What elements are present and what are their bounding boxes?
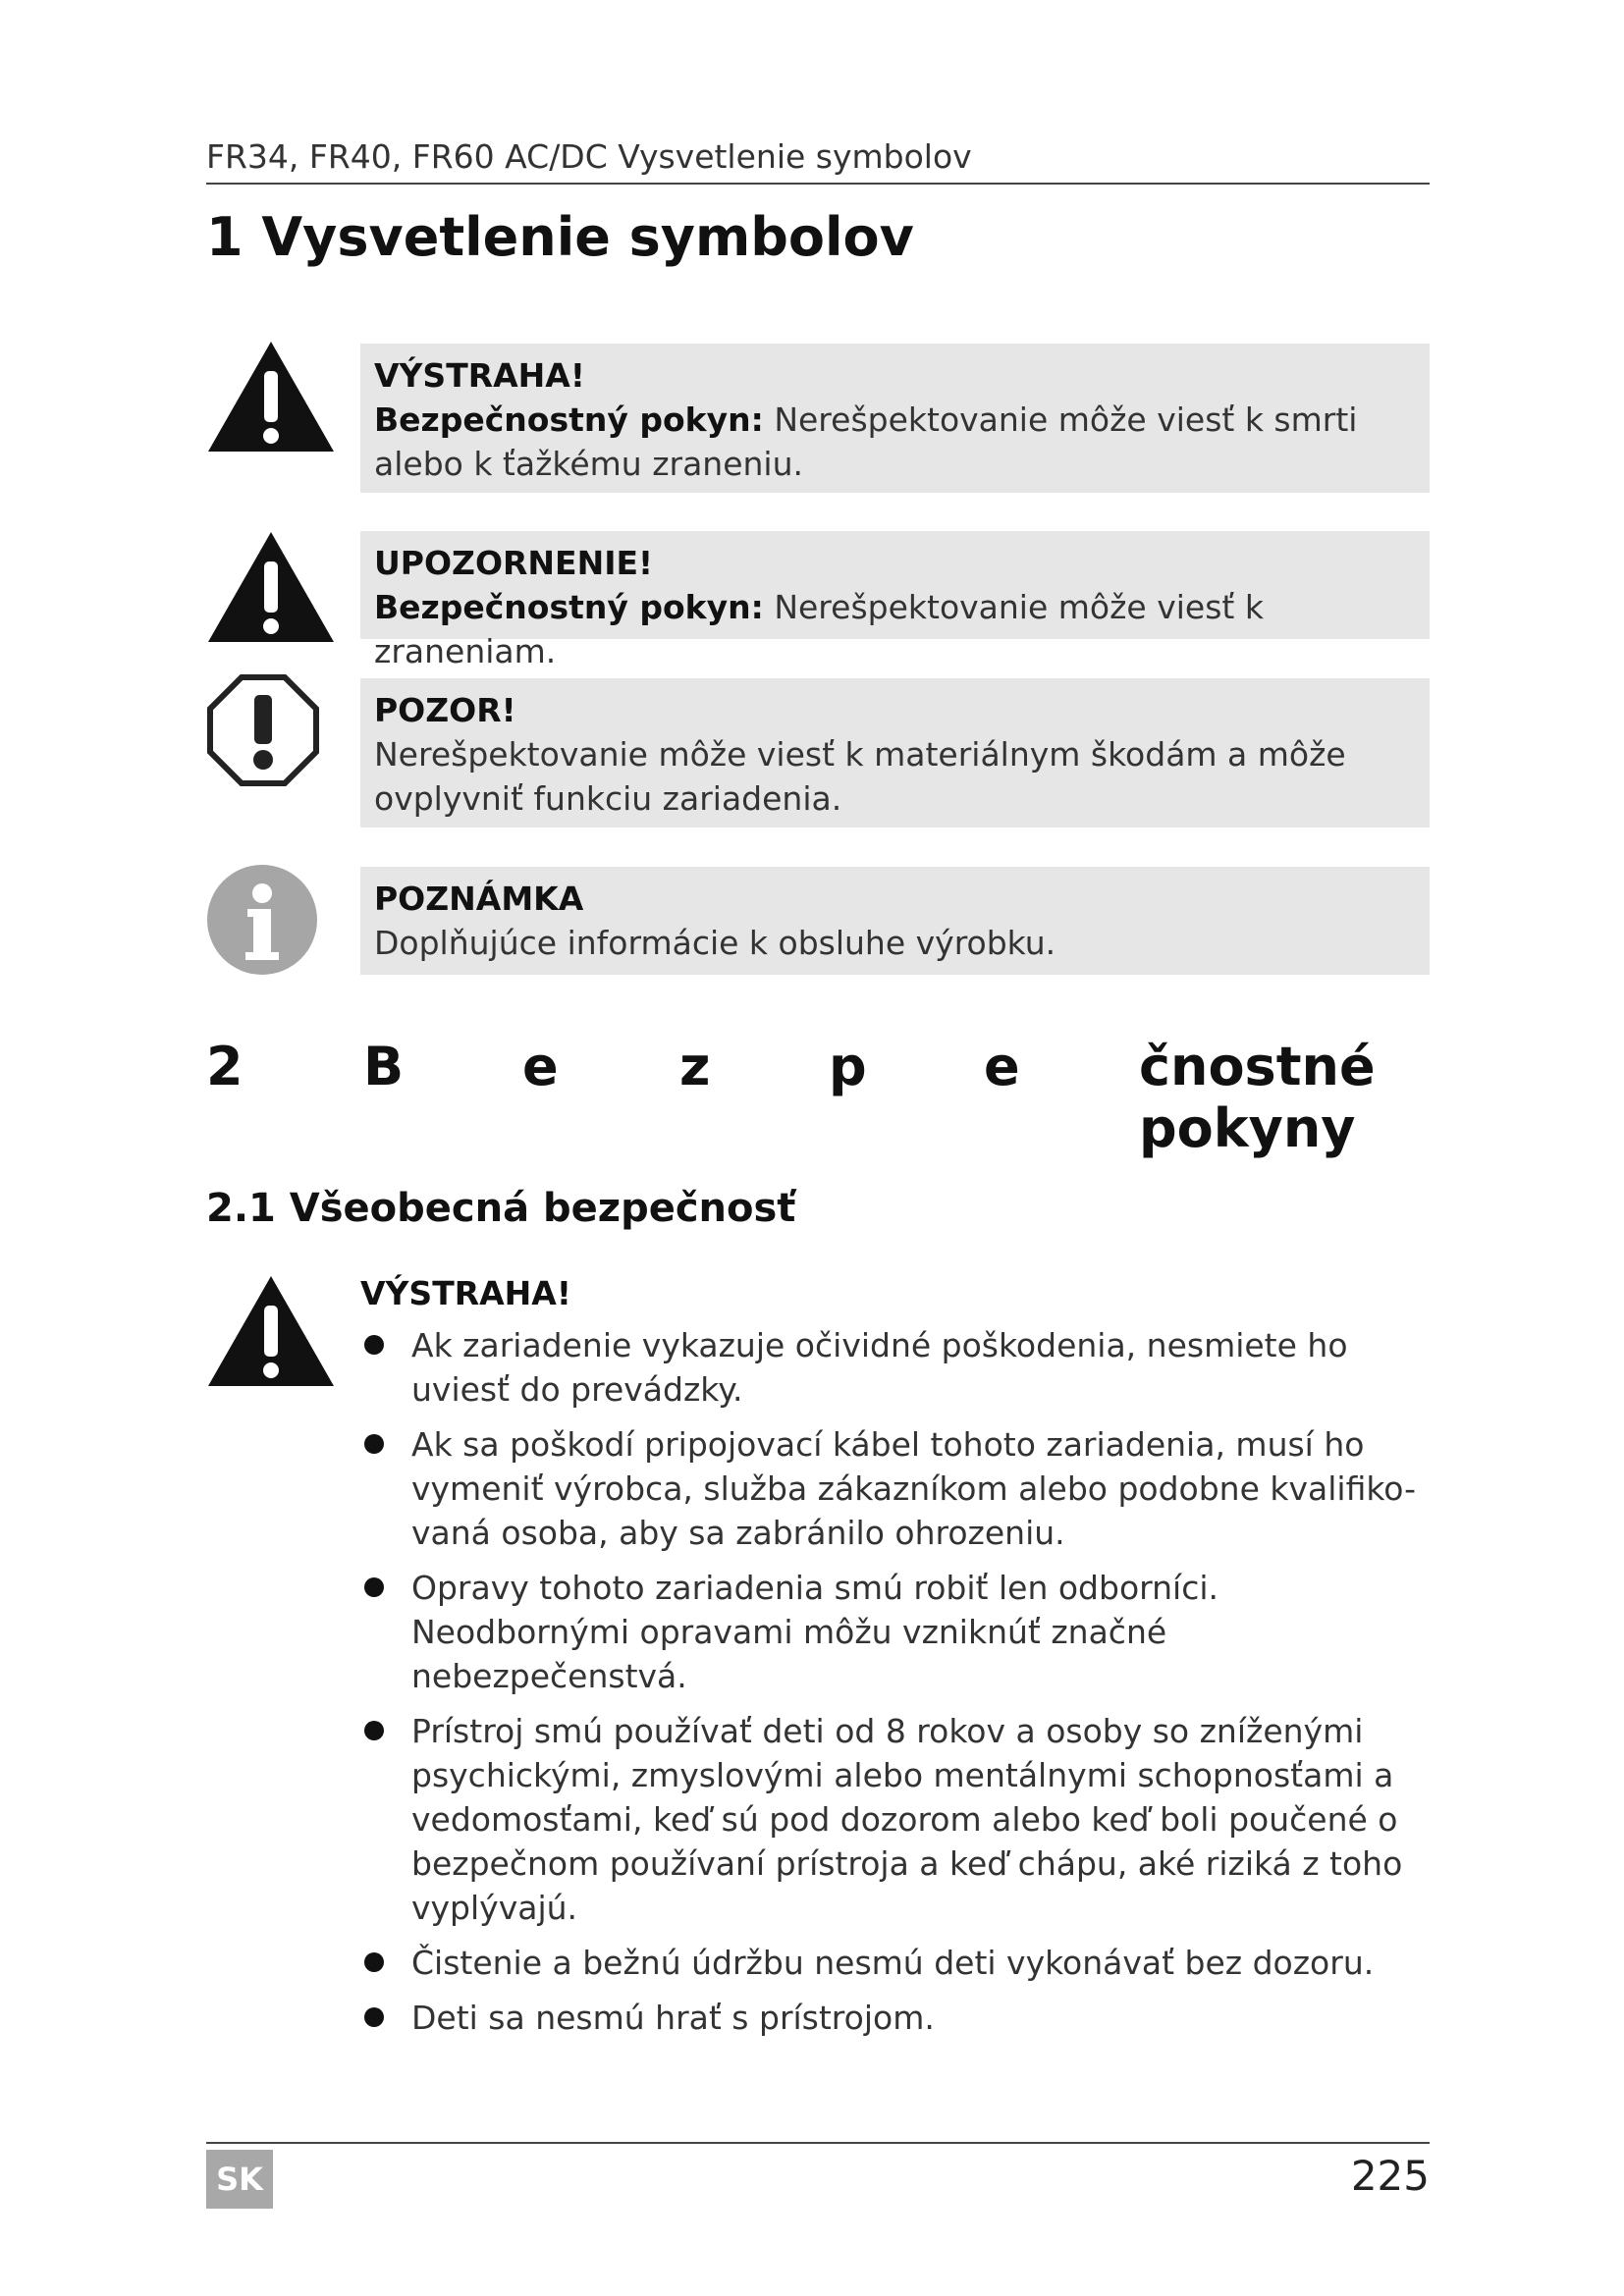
bullet-icon [364,2007,384,2027]
list-item [360,1941,1440,1985]
list-item [360,1323,1440,1412]
section-2-title-part: e [984,1036,1020,1097]
notice-title: POZOR! [374,691,516,729]
subsection-2-1-title: 2.1 Všeobecná bezpečnosť [206,1186,796,1231]
bullet-icon [364,1721,384,1740]
general-safety-warning [360,1271,1440,2051]
section-2-title-part: z [679,1036,711,1097]
section-2-title-part: B [363,1036,405,1097]
list-item [360,1709,1440,1930]
info-icon [206,864,318,976]
language-badge: SK [206,2150,273,2209]
bullet-icon [364,1335,384,1355]
notice-title: POZNÁMKA [374,880,584,918]
list-item-text: Ak sa poškodí pripojovací kábel tohoto zariadenia, musí ho vymeniť výrobca, služba zákazníkom alebo podobne kvalifiko-vaná osoba, aby sa zabránilo ohrozeniu. [411,1425,1416,1552]
warning-triangle-icon [206,530,336,648]
section-1-title: 1 Vysvetlenie symbolov [206,206,914,268]
section-2-title-part: e [522,1036,559,1097]
list-item [360,1566,1440,1698]
notice-lead: Bezpečnostný pokyn: [374,400,764,439]
section-2-title-part: čnostné pokyny [1139,1036,1376,1159]
footer-divider [206,2142,1430,2144]
list-item-text: Prístroj smú používať deti od 8 rokov a osoby so zníženými psychickými, zmyslovými alebo mentálnymi schopnosťami a vedomosťami, keď sú pod dozorom alebo keď boli poučené o bezpečnom používaní prístroja a keď chápu, aké riziká z toho vyplývajú. [411,1712,1403,1927]
list-item-text: Deti sa nesmú hrať s prístrojom. [411,1999,935,2037]
notice-attention [360,678,1430,828]
notice-note [360,867,1430,975]
notice-title: VÝSTRAHA! [374,356,585,395]
notice-text: Nerešpektovanie môže viesť k materiálnym škodám a môže ovplyvniť funkciu zariadenia. [374,735,1346,818]
section-2-title-part: p [829,1036,867,1097]
warning-title: VÝSTRAHA! [360,1274,571,1312]
list-item-text: Čistenie a bežnú údržbu nesmú deti vykonávať bez dozoru. [411,1944,1375,1982]
notice-text: Doplňujúce informácie k obsluhe výrobku. [374,924,1056,962]
notice-warning [360,344,1430,493]
bullet-icon [364,1952,384,1972]
bullet-icon [364,1434,384,1454]
notice-body [374,585,1416,673]
list-item [360,1422,1440,1555]
list-item [360,1996,1440,2040]
warning-triangle-icon [206,340,336,457]
notice-lead: Bezpečnostný pokyn: [374,588,764,626]
notice-text: Nerešpektovanie môže viesť k zraneniam. [374,588,1264,670]
list-item-text: Ak zariadenie vykazuje očividné poškodenia, nesmiete ho uviesť do prevádzky. [411,1326,1348,1409]
running-header: FR34, FR40, FR60 AC/DC Vysvetlenie symbolov [206,135,1430,185]
warning-triangle-icon [206,1274,336,1392]
bullet-icon [364,1577,384,1597]
notice-body [374,398,1416,486]
notice-caution [360,531,1430,670]
notice-title: UPOZORNENIE! [374,544,654,582]
page-number: 225 [1350,2152,1430,2200]
safety-bullet-list [360,1323,1440,2040]
section-2-number: 2 [206,1036,244,1097]
octagon-exclamation-icon [206,673,320,787]
list-item-text: Opravy tohoto zariadenia smú robiť len odborníci. Neodbornými opravami môžu vzniknúť značné nebezpečenstvá. [411,1569,1219,1695]
notice-text: Nerešpektovanie môže viesť k smrti alebo k ťažkému zraneniu. [374,400,1358,483]
